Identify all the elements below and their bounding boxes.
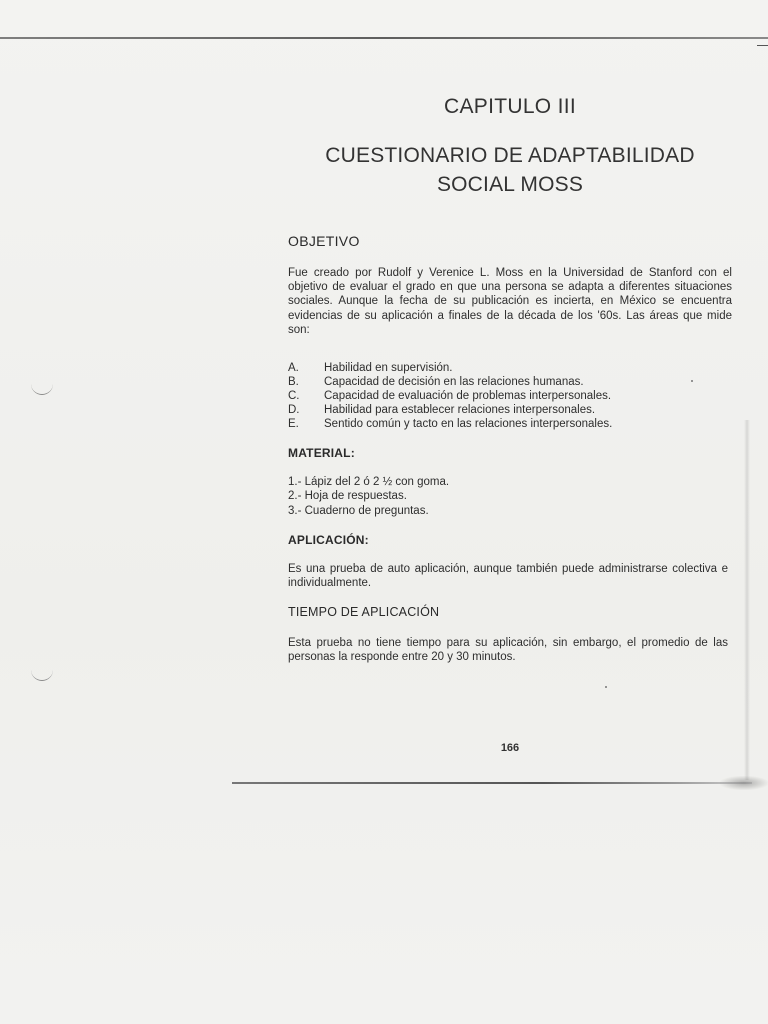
material-list <box>288 475 449 518</box>
objetivo-paragraph: Fue creado por Rudolf y Verenice L. Moss en la Universidad de Stanford con el objetivo de evaluar el grado en que una persona se adapta a diferentes situaciones sociales. Aunque la fecha de su publicación es incierta, en México se encuentra evidencias de su aplicación a finales de la década de los '60s. Las áreas que mide son: <box>288 267 732 336</box>
speck <box>691 380 693 382</box>
punch-hole-upper <box>31 378 53 395</box>
list-item: A. Habilidad en supervisión. <box>288 362 453 374</box>
list-item: 3.- Cuaderno de preguntas. <box>288 504 429 517</box>
chapter-heading: CAPITULO III <box>444 95 576 118</box>
objetivo-heading: OBJETIVO <box>288 233 360 249</box>
tiempo-heading: TIEMPO DE APLICACIÓN <box>288 605 440 619</box>
top-edge-mark <box>757 45 768 46</box>
document-title <box>300 141 720 199</box>
title-line-1: CUESTIONARIO DE ADAPTABILIDAD <box>325 144 695 167</box>
list-item: B. Capacidad de decisión en las relaciones humanas. <box>288 376 584 389</box>
aplicacion-paragraph: Es una prueba de auto aplicación, aunque también puede administrarse colectiva e individualmente. <box>288 563 728 590</box>
right-scan-shadow <box>744 420 750 780</box>
bottom-page-edge-line <box>232 782 752 784</box>
aplicacion-heading: APLICACIÓN: <box>288 533 369 547</box>
tiempo-paragraph: Esta prueba no tiene tiempo para su aplicación, sin embargo, el promedio de las personas la responde entre 20 y 30 minutos. <box>288 637 728 664</box>
speck <box>605 686 607 688</box>
page-number: 166 <box>500 742 520 754</box>
punch-hole-lower <box>31 664 53 681</box>
material-heading: MATERIAL: <box>288 446 355 460</box>
list-item: D. Habilidad para establecer relaciones interpersonales. <box>288 404 596 417</box>
list-item: E. Sentido común y tacto en las relaciones interpersonales. <box>288 418 613 431</box>
top-page-edge-line <box>0 37 768 39</box>
areas-list <box>288 361 728 431</box>
title-line-2: SOCIAL MOSS <box>436 173 584 196</box>
list-item: 1.- Lápiz del 2 ó 2 ½ con goma. <box>288 476 450 488</box>
list-item: 2.- Hoja de respuestas. <box>288 490 407 503</box>
bottom-edge-smudge <box>720 776 768 790</box>
list-item: C. Capacidad de evaluación de problemas interpersonales. <box>288 390 612 403</box>
